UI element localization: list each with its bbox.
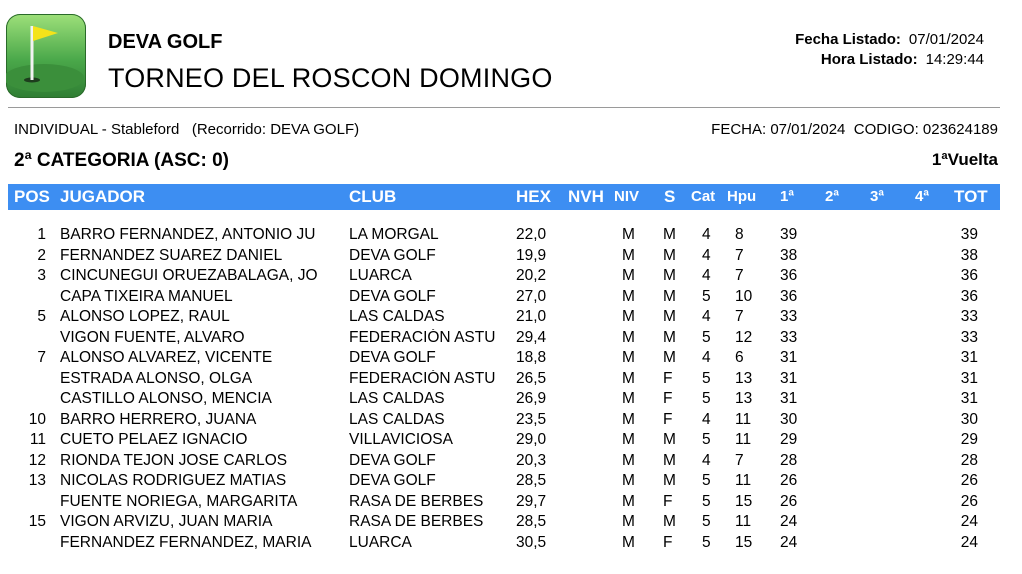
row-niv: M xyxy=(622,390,635,407)
row-cat: 4 xyxy=(702,246,711,264)
row-club: DEVA GOLF xyxy=(349,246,436,264)
row-r1: 31 xyxy=(780,369,798,387)
row-hex: 30,5 xyxy=(516,533,547,551)
row-jugador: CUETO PELAEZ IGNACIO xyxy=(60,431,248,448)
col-club: CLUB xyxy=(349,187,397,206)
row-tot: 31 xyxy=(960,369,978,387)
results-table xyxy=(0,224,1022,552)
row-cat: 5 xyxy=(702,369,711,387)
row-cat: 5 xyxy=(702,533,711,551)
row-hpu: 12 xyxy=(735,328,753,346)
col-r1: 1ª xyxy=(780,188,794,205)
row-tot: 39 xyxy=(960,226,978,243)
row-club: LAS CALDAS xyxy=(349,308,445,325)
row-s: M xyxy=(663,308,676,325)
row-r1: 31 xyxy=(780,349,798,366)
row-r1: 33 xyxy=(780,308,798,325)
table-row xyxy=(0,347,1022,368)
row-jugador: BARRO HERRERO, JUANA xyxy=(60,410,257,428)
row-s: M xyxy=(663,451,676,469)
fecha-codigo: FECHA: 07/01/2024 CODIGO: 023624189 xyxy=(711,121,998,138)
row-hpu: 11 xyxy=(735,410,752,428)
row-club: RASA DE BERBES xyxy=(349,513,484,530)
row-r1: 31 xyxy=(780,390,798,407)
row-club: LAS CALDAS xyxy=(349,410,445,428)
row-hex: 23,5 xyxy=(516,410,547,428)
col-niv: NIV xyxy=(614,188,640,205)
row-club: DEVA GOLF xyxy=(349,472,436,489)
row-tot: 24 xyxy=(960,533,978,551)
row-r1: 38 xyxy=(780,246,798,264)
row-hpu: 6 xyxy=(735,349,744,366)
row-niv: M xyxy=(622,246,635,264)
row-r1: 26 xyxy=(780,472,798,489)
row-s: M xyxy=(663,431,676,448)
row-hpu: 11 xyxy=(735,431,752,448)
row-tot: 33 xyxy=(960,328,978,346)
table-row xyxy=(0,245,1022,266)
row-hpu: 13 xyxy=(735,390,753,407)
row-hpu: 11 xyxy=(735,472,752,489)
row-cat: 5 xyxy=(702,328,711,346)
header-divider xyxy=(8,107,1000,108)
table-row xyxy=(0,470,1022,491)
row-r1: 29 xyxy=(780,431,798,448)
row-s: M xyxy=(663,267,676,284)
row-jugador: FERNANDEZ SUAREZ DANIEL xyxy=(60,246,283,264)
row-jugador: RIONDA TEJON JOSE CARLOS xyxy=(60,451,288,469)
row-club: RASA DE BERBES xyxy=(349,492,484,510)
row-hex: 28,5 xyxy=(516,472,547,489)
row-niv: M xyxy=(622,410,635,428)
row-niv: M xyxy=(622,431,635,448)
row-tot: 36 xyxy=(960,287,978,305)
col-r4: 4ª xyxy=(915,188,929,205)
row-jugador: ESTRADA ALONSO, OLGA xyxy=(60,369,253,387)
table-header xyxy=(8,184,1000,210)
table-row xyxy=(0,327,1022,348)
row-cat: 4 xyxy=(702,349,711,366)
row-s: M xyxy=(663,226,676,243)
table-row xyxy=(0,532,1022,553)
row-niv: M xyxy=(622,513,635,530)
table-row xyxy=(0,429,1022,450)
row-pos: 13 xyxy=(28,472,46,489)
col-cat: Cat xyxy=(691,188,716,205)
row-tot: 24 xyxy=(960,513,978,530)
col-r3: 3ª xyxy=(870,188,884,205)
row-club: DEVA GOLF xyxy=(349,287,436,305)
tournament-title: TORNEO DEL ROSCON DOMINGO xyxy=(108,63,553,93)
row-r1: 39 xyxy=(780,226,798,243)
col-jugador: JUGADOR xyxy=(60,187,146,206)
row-pos: 5 xyxy=(37,308,46,325)
row-r1: 36 xyxy=(780,267,798,284)
row-niv: M xyxy=(622,472,635,489)
club-name: DEVA GOLF xyxy=(108,31,223,53)
col-hex: HEX xyxy=(516,187,551,206)
row-hex: 26,9 xyxy=(516,390,547,407)
row-cat: 4 xyxy=(702,410,711,428)
row-pos: 1 xyxy=(37,226,46,243)
col-r2: 2ª xyxy=(825,188,839,205)
row-s: F xyxy=(663,369,673,387)
row-club: DEVA GOLF xyxy=(349,451,436,469)
row-club: LUARCA xyxy=(349,267,412,284)
hora-listado-value: 14:29:44 xyxy=(925,51,984,68)
row-hex: 26,5 xyxy=(516,369,547,387)
row-hpu: 15 xyxy=(735,533,753,551)
table-row xyxy=(0,368,1022,389)
table-row xyxy=(0,388,1022,409)
row-hpu: 10 xyxy=(735,287,753,305)
col-s: S xyxy=(664,187,676,206)
row-hpu: 11 xyxy=(735,513,752,530)
row-niv: M xyxy=(622,226,635,243)
row-r1: 28 xyxy=(780,451,798,469)
table-row xyxy=(0,491,1022,512)
row-cat: 5 xyxy=(702,390,711,407)
row-hex: 28,5 xyxy=(516,513,547,530)
row-r1: 30 xyxy=(780,410,798,428)
row-s: F xyxy=(663,533,673,551)
row-r1: 26 xyxy=(780,492,798,510)
row-jugador: FERNANDEZ FERNANDEZ, MARIA xyxy=(60,533,312,551)
row-hex: 18,8 xyxy=(516,349,547,366)
table-row xyxy=(0,224,1022,245)
row-cat: 5 xyxy=(702,431,711,448)
table-row xyxy=(0,306,1022,327)
row-jugador: CASTILLO ALONSO, MENCIA xyxy=(60,390,272,407)
row-cat: 4 xyxy=(702,267,711,284)
row-s: F xyxy=(663,390,673,407)
fecha-listado-label: Fecha Listado: xyxy=(795,31,901,48)
row-niv: M xyxy=(622,349,635,366)
row-s: M xyxy=(663,513,676,530)
row-jugador: VIGON ARVIZU, JUAN MARIA xyxy=(60,513,273,530)
row-hpu: 7 xyxy=(735,308,744,325)
row-cat: 4 xyxy=(702,308,711,325)
row-club: LA MORGAL xyxy=(349,226,439,243)
row-hex: 29,7 xyxy=(516,492,547,510)
row-club: LAS CALDAS xyxy=(349,390,445,407)
row-hpu: 7 xyxy=(735,267,744,284)
row-tot: 26 xyxy=(960,472,978,489)
row-niv: M xyxy=(622,267,635,284)
row-pos: 11 xyxy=(29,431,46,448)
row-r1: 36 xyxy=(780,287,798,305)
row-jugador: CINCUNEGUI ORUEZABALAGA, JO xyxy=(60,267,318,284)
table-row xyxy=(0,286,1022,307)
row-pos: 7 xyxy=(37,349,46,366)
col-hpu: Hpu xyxy=(727,188,757,205)
category-title: 2ª CATEGORIA (ASC: 0) xyxy=(14,150,229,171)
row-club: VILLAVICIOSA xyxy=(349,431,453,448)
row-hex: 19,9 xyxy=(516,246,547,264)
row-r1: 24 xyxy=(780,513,798,530)
table-row xyxy=(0,409,1022,430)
table-row xyxy=(0,450,1022,471)
row-cat: 5 xyxy=(702,513,711,530)
row-jugador: FUENTE NORIEGA, MARGARITA xyxy=(60,492,298,510)
row-s: M xyxy=(663,246,676,264)
row-jugador: ALONSO ALVAREZ, VICENTE xyxy=(60,349,273,366)
row-s: F xyxy=(663,492,673,510)
row-niv: M xyxy=(622,308,635,325)
row-cat: 5 xyxy=(702,287,711,305)
row-tot: 28 xyxy=(960,451,978,469)
round-label: 1ªVuelta xyxy=(931,150,998,169)
row-cat: 4 xyxy=(702,226,711,243)
row-tot: 36 xyxy=(960,267,978,284)
row-hex: 20,3 xyxy=(516,451,547,469)
row-tot: 38 xyxy=(960,246,978,264)
row-jugador: CAPA TIXEIRA MANUEL xyxy=(60,287,233,305)
col-tot: TOT xyxy=(954,187,988,206)
row-r1: 33 xyxy=(780,328,798,346)
row-tot: 26 xyxy=(960,492,978,510)
row-club: DEVA GOLF xyxy=(349,349,436,366)
row-niv: M xyxy=(622,492,635,510)
row-tot: 33 xyxy=(960,308,978,325)
row-cat: 5 xyxy=(702,492,711,510)
row-tot: 31 xyxy=(960,390,978,407)
row-niv: M xyxy=(622,287,635,305)
row-tot: 30 xyxy=(960,410,978,428)
row-hex: 21,0 xyxy=(516,308,547,325)
row-hex: 29,4 xyxy=(516,328,547,346)
row-pos: 10 xyxy=(28,410,46,428)
row-pos: 3 xyxy=(37,267,46,284)
row-hpu: 7 xyxy=(735,451,744,469)
row-club: LUARCA xyxy=(349,533,412,551)
row-niv: M xyxy=(622,369,635,387)
row-tot: 31 xyxy=(960,349,978,366)
golf-flag-logo-icon xyxy=(6,14,86,98)
col-nvh: NVH xyxy=(568,187,604,206)
row-pos: 15 xyxy=(28,513,46,530)
row-hex: 20,2 xyxy=(516,267,547,284)
row-club: FEDERACIÓN ASTU xyxy=(349,328,496,346)
row-hpu: 15 xyxy=(735,492,753,510)
listing-meta xyxy=(795,30,984,70)
row-club: FEDERACIÓN ASTU xyxy=(349,369,496,387)
hora-listado-label: Hora Listado: xyxy=(820,51,918,68)
row-hex: 27,0 xyxy=(516,287,547,305)
row-jugador: ALONSO LOPEZ, RAUL xyxy=(60,308,230,325)
col-pos: POS xyxy=(14,187,50,206)
fecha-listado-value: 07/01/2024 xyxy=(908,31,984,48)
row-s: M xyxy=(663,349,676,366)
table-row xyxy=(0,511,1022,532)
row-hpu: 13 xyxy=(735,369,753,387)
table-row xyxy=(0,265,1022,286)
row-niv: M xyxy=(622,533,635,551)
competition-mode: INDIVIDUAL - Stableford (Recorrido: DEVA GOLF) xyxy=(14,121,360,138)
row-s: F xyxy=(663,410,673,428)
row-hex: 22,0 xyxy=(516,226,547,243)
row-niv: M xyxy=(622,328,635,346)
row-s: M xyxy=(663,328,676,346)
row-s: M xyxy=(663,472,676,489)
row-tot: 29 xyxy=(960,431,978,448)
row-niv: M xyxy=(622,451,635,469)
row-cat: 4 xyxy=(702,451,711,469)
row-hpu: 8 xyxy=(735,226,744,243)
row-jugador: VIGON FUENTE, ALVARO xyxy=(60,328,245,346)
row-hex: 29,0 xyxy=(516,431,547,448)
row-jugador: NICOLAS RODRIGUEZ MATIAS xyxy=(60,472,287,489)
row-r1: 24 xyxy=(780,533,798,551)
row-pos: 2 xyxy=(37,246,46,264)
row-s: M xyxy=(663,287,676,305)
row-hpu: 7 xyxy=(735,246,744,264)
row-pos: 12 xyxy=(28,451,46,469)
row-jugador: BARRO FERNANDEZ, ANTONIO JU xyxy=(60,226,316,243)
row-cat: 5 xyxy=(702,472,711,489)
